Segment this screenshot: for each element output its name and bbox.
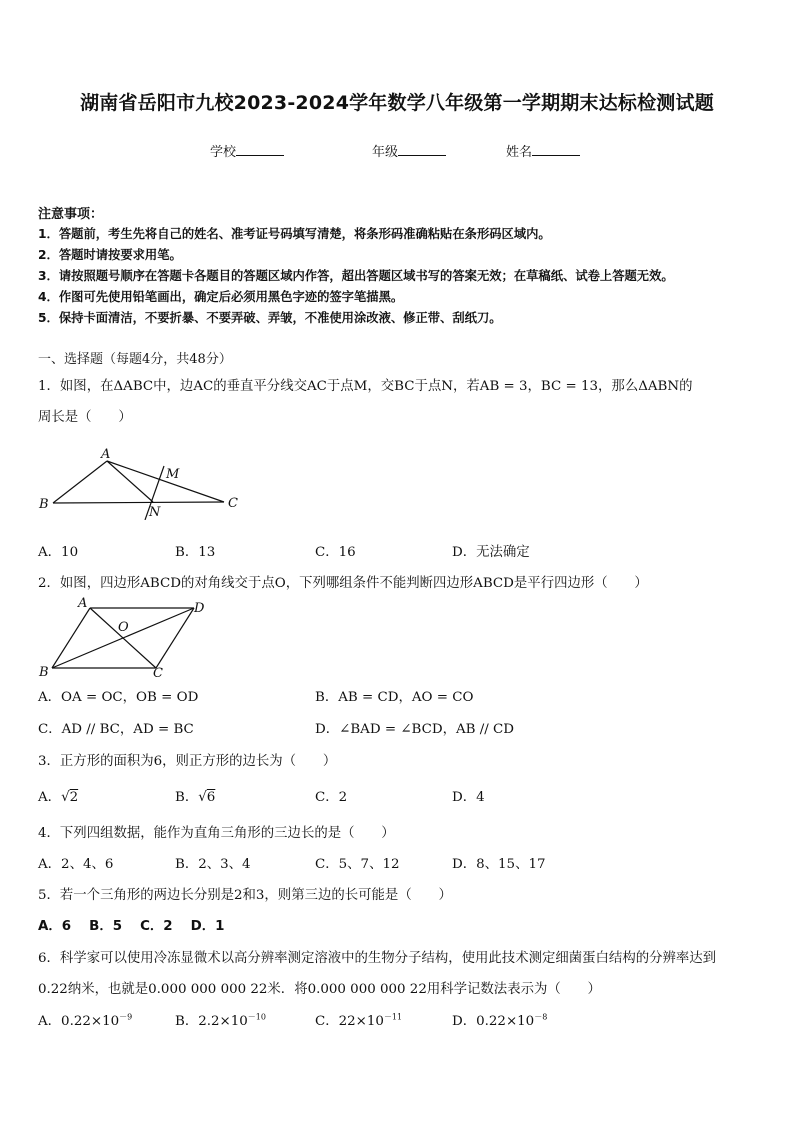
sqrt-icon: √ — [61, 790, 70, 805]
label-a: A — [78, 596, 88, 611]
school-label: 学校 — [210, 145, 237, 160]
question-2-stem: 2．如图，四边形ABCD的对角线交于点O，下列哪组条件不能判断四边形ABCD是平行四边形（ ） — [38, 576, 648, 591]
option-a[interactable]: A．OA = OC，OB = OD — [38, 690, 199, 705]
triangle-figure — [36, 444, 246, 520]
option-b-exponent: －10 — [247, 1012, 266, 1022]
option-a[interactable] — [38, 786, 78, 805]
label-n: N — [149, 505, 161, 520]
school-field[interactable] — [210, 141, 284, 160]
question-5-stem: 5．若一个三角形的两边长分别是2和3，则第三边的长可能是（ ） — [38, 888, 452, 903]
option-a[interactable] — [38, 1010, 132, 1029]
question-4-stem: 4．下列四组数据，能作为直角三角形的三边长的是（ ） — [38, 826, 395, 841]
option-d-exponent: －8 — [534, 1012, 548, 1022]
option-c-exponent: －11 — [383, 1012, 403, 1022]
label-d: D — [194, 601, 205, 616]
option-d[interactable]: D．4 — [452, 790, 485, 805]
note-item: 2．答题时请按要求用笔。 — [38, 248, 182, 262]
radicand: 6 — [206, 790, 216, 805]
section-heading: 一、选择题（每题4分，共48分） — [38, 352, 232, 367]
grade-field[interactable] — [372, 141, 446, 160]
option-c[interactable]: C．5、7、12 — [315, 857, 400, 872]
note-item: 5．保持卡面清洁，不要折暴、不要弄破、弄皱，不准使用涂改液、修正带、刮纸刀。 — [38, 311, 502, 325]
question-6-stem: 6．科学家可以使用冷冻显微术以高分辨率测定溶液中的生物分子结构，使用此技术测定细菌蛋白结构的分辨率达到 — [38, 951, 717, 966]
label-b: B — [39, 497, 49, 512]
page-title: 湖南省岳阳市九校2023-2024学年数学八年级第一学期期末达标检测试题 — [80, 92, 714, 114]
option-a-exponent: －9 — [119, 1012, 133, 1022]
option-c-base: C．22×10 — [315, 1014, 384, 1029]
option-b-base: B．2.2×10 — [175, 1014, 248, 1029]
radicand: 2 — [69, 790, 79, 805]
option-c[interactable]: C．16 — [315, 545, 356, 560]
option-b[interactable] — [175, 786, 215, 805]
parallelogram-figure — [36, 596, 216, 680]
option-a[interactable]: A．10 — [38, 545, 79, 560]
name-field[interactable] — [506, 141, 580, 160]
name-label: 姓名 — [506, 145, 533, 160]
option-d[interactable]: D．8、15、17 — [452, 857, 546, 872]
option-b[interactable] — [175, 1010, 266, 1029]
name-blank[interactable] — [532, 143, 580, 156]
school-blank[interactable] — [236, 143, 284, 156]
label-c: C — [153, 666, 163, 680]
label-a: A — [101, 447, 111, 462]
note-item: 4．作图可先使用铅笔画出，确定后必须用黑色字迹的签字笔描黑。 — [38, 290, 404, 304]
option-c[interactable] — [315, 1010, 402, 1029]
option-b[interactable]: B．AB = CD，AO = CO — [315, 690, 474, 705]
option-a-label: A． — [38, 790, 62, 805]
option-d[interactable]: D．∠BAD = ∠BCD，AB // CD — [315, 722, 515, 737]
option-b[interactable]: B．2、3、4 — [175, 857, 251, 872]
note-item: 3．请按照题号顺序在答题卡各题目的答题区域内作答，超出答题区域书写的答案无效；在草稿纸、试卷上答题无效。 — [38, 269, 674, 283]
sqrt-icon: √ — [198, 790, 207, 805]
option-b-label: B． — [175, 790, 199, 805]
question-3-stem: 3．正方形的面积为6，则正方形的边长为（ ） — [38, 754, 337, 769]
label-m: M — [166, 467, 180, 482]
option-d[interactable] — [452, 1010, 547, 1029]
options-row[interactable]: A．6 B．5 C．2 D．1 — [38, 919, 225, 934]
option-c[interactable]: C．2 — [315, 790, 348, 805]
question-1-stem-cont: 周长是（ ） — [38, 410, 132, 425]
question-6-stem-cont: 0.22纳米，也就是0.000 000 000 22米．将0.000 000 000 22用科学记数法表示为（ ） — [38, 982, 601, 997]
grade-blank[interactable] — [398, 143, 446, 156]
option-a[interactable]: A．2、4、6 — [38, 857, 114, 872]
option-d-base: D．0.22×10 — [452, 1014, 535, 1029]
question-1-stem: 1．如图，在ΔABC中，边AC的垂直平分线交AC于点M，交BC于点N，若AB = 3，BC = 13，那么ΔABN的 — [38, 379, 693, 394]
note-item: 1．答题前，考生先将自己的姓名、准考证号码填写清楚，将条形码准确粘贴在条形码区域内。 — [38, 227, 551, 241]
option-c[interactable]: C．AD // BC，AD = BC — [38, 722, 194, 737]
grade-label: 年级 — [372, 145, 399, 160]
label-b: B — [39, 665, 49, 680]
option-b[interactable]: B．13 — [175, 545, 216, 560]
option-d[interactable]: D．无法确定 — [452, 545, 530, 560]
label-o: O — [118, 620, 129, 635]
notes-heading: 注意事项： — [38, 207, 104, 222]
option-a-base: A．0.22×10 — [38, 1014, 120, 1029]
label-c: C — [228, 496, 238, 511]
